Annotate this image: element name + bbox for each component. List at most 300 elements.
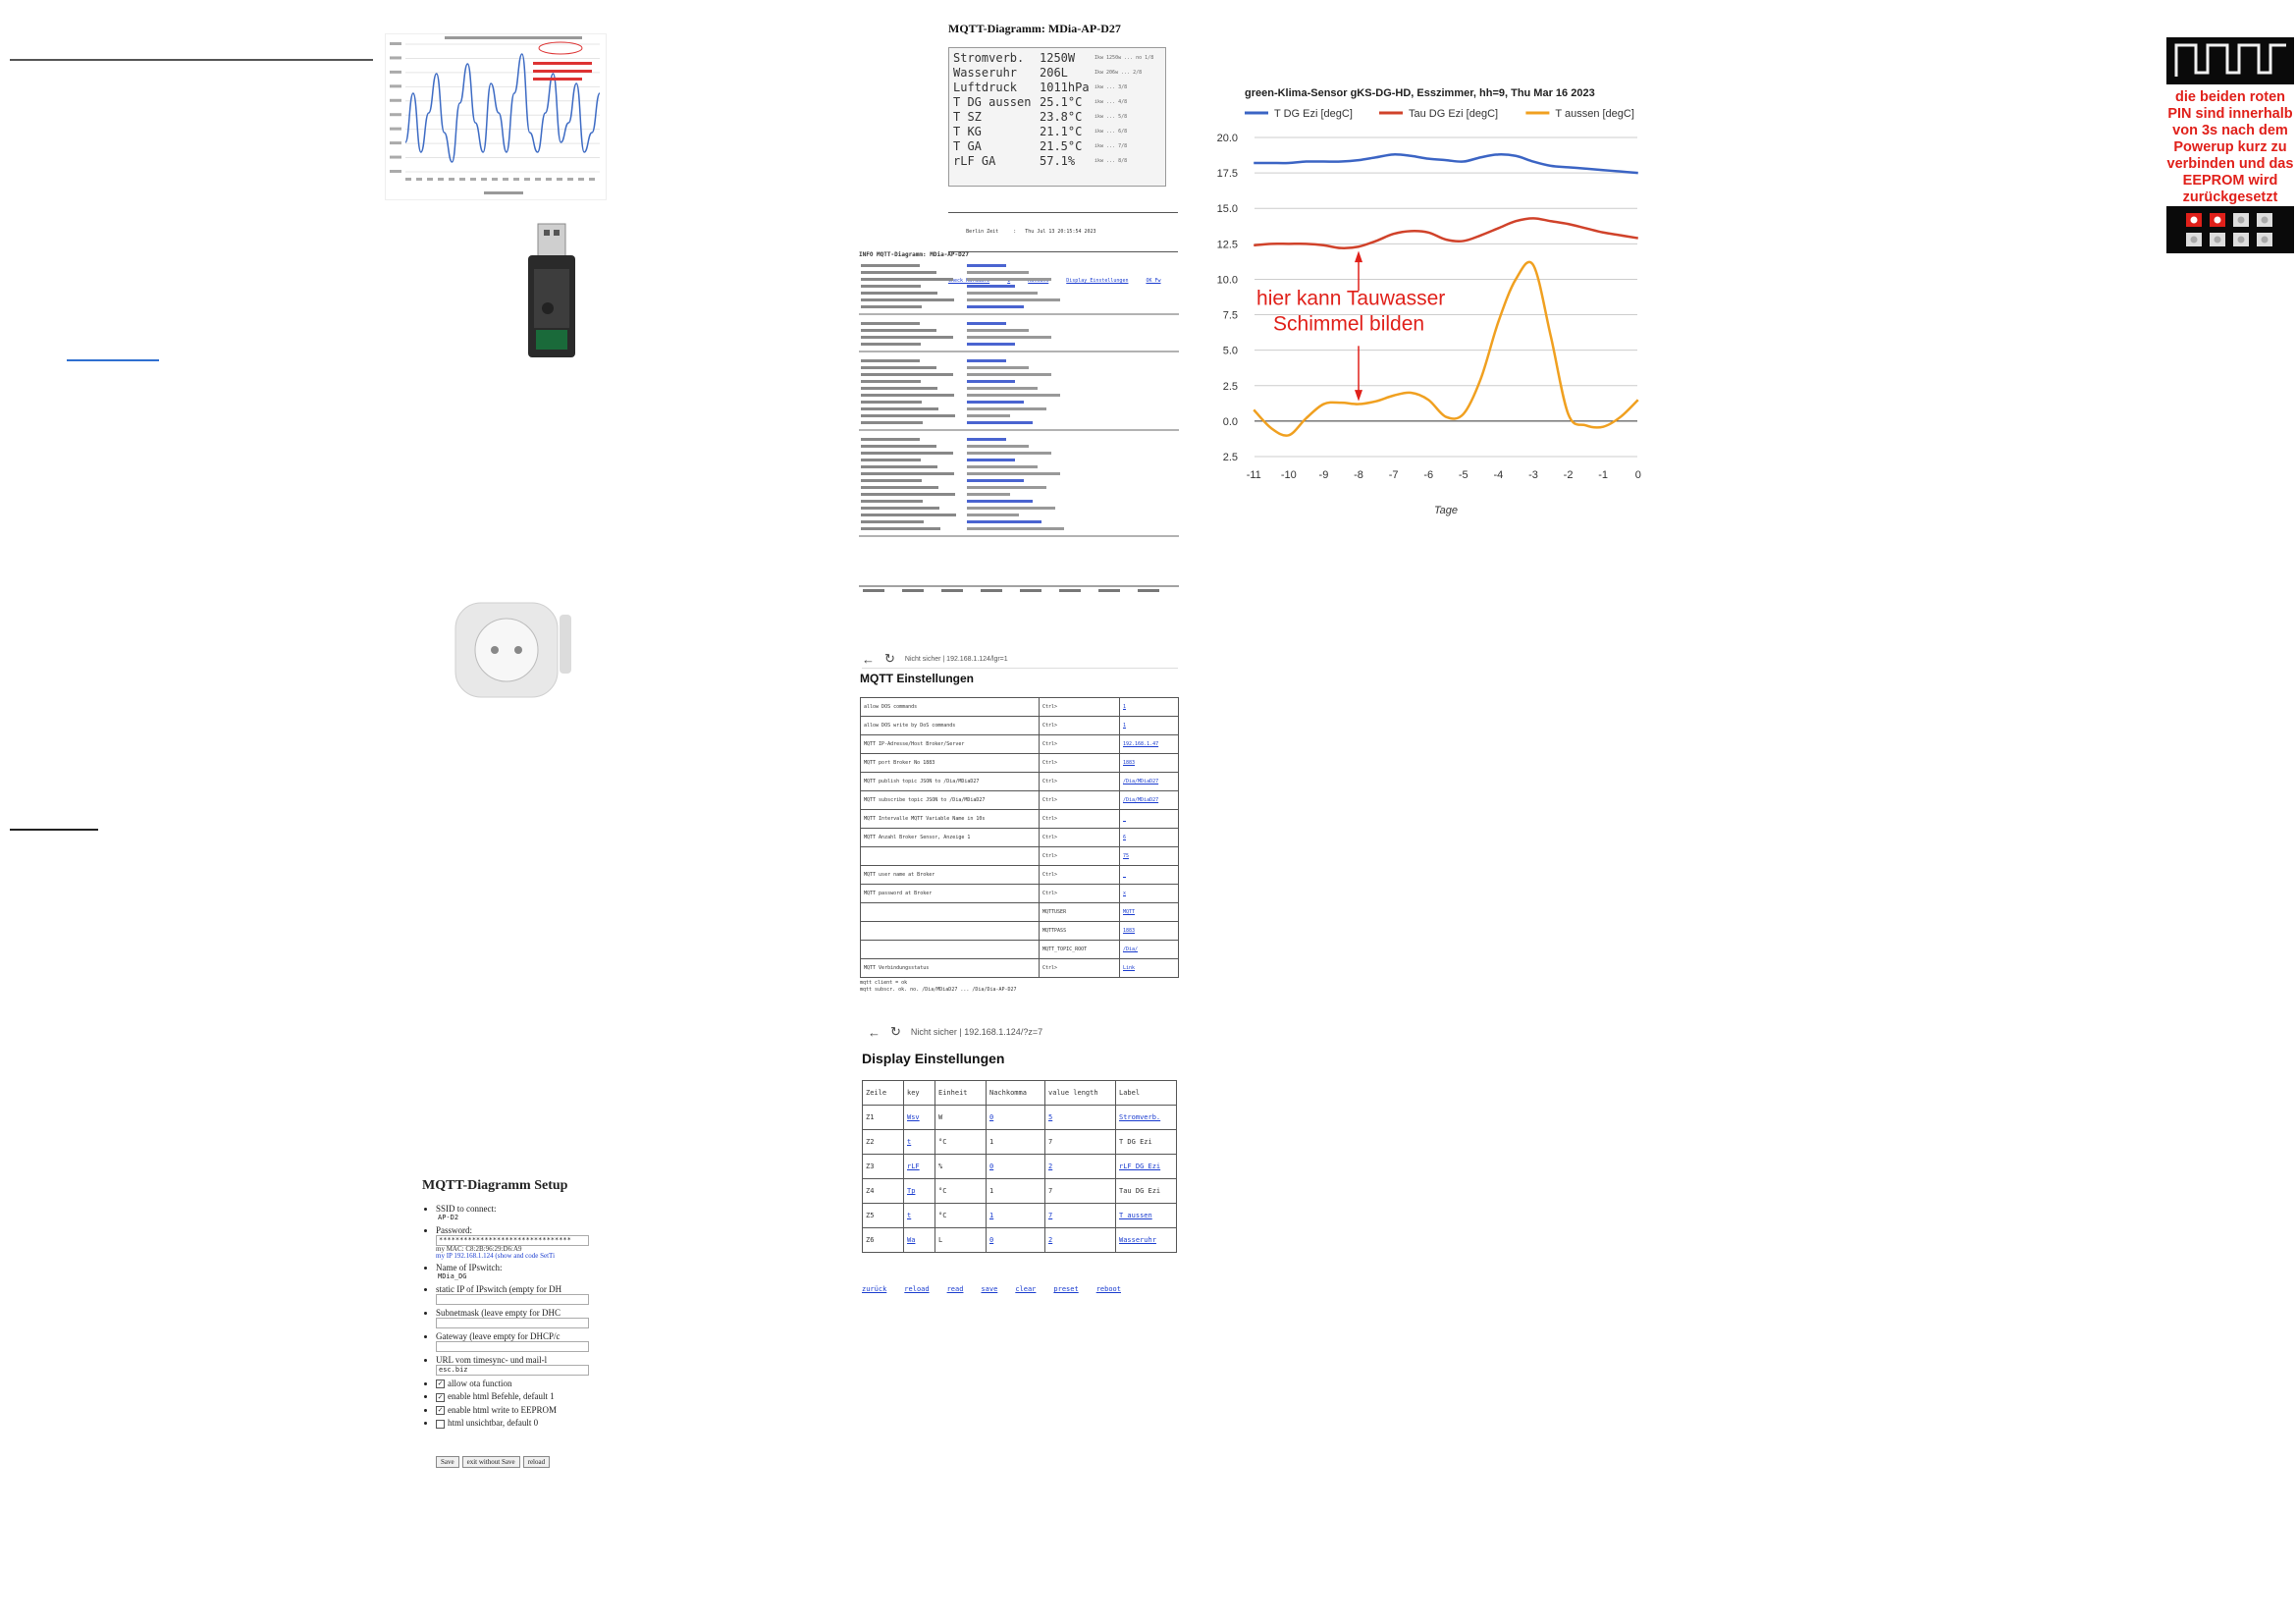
info-nav-link[interactable]: [1020, 589, 1041, 592]
display-nav-link[interactable]: reboot: [1095, 1285, 1121, 1293]
thumb-y-tick: [390, 71, 401, 74]
info-value-line: [967, 479, 1024, 482]
info-text-line: [861, 486, 938, 489]
info-text-lines: [859, 258, 1179, 592]
nav-link[interactable]: OK Fw: [1146, 278, 1161, 284]
info-text-line: [861, 285, 921, 288]
display-cell[interactable]: T DG Ezi: [1116, 1130, 1177, 1155]
setting-type: MQTTUSER: [1040, 903, 1120, 922]
info-text-line: [861, 292, 937, 295]
info-text-line: [861, 479, 922, 482]
lcd-value: 21.5°C: [1040, 138, 1083, 153]
x-axis-label: Tage: [1433, 505, 1459, 516]
info-text-line: [861, 459, 921, 461]
info-value-line: [967, 520, 1041, 523]
info-value-line: [967, 421, 1033, 424]
setting-value[interactable]: /Dia/MDiaD27: [1120, 773, 1179, 791]
static-ip-input[interactable]: [436, 1294, 589, 1305]
lcd-value: 1250W: [1040, 50, 1076, 65]
display-cell: W: [935, 1106, 987, 1130]
info-value-line: [967, 445, 1029, 448]
thumb-x-tick: [449, 178, 454, 181]
pin-hole: [2262, 237, 2269, 243]
table-row: [863, 1130, 1177, 1155]
thumb-x-tick: [405, 178, 411, 181]
reload-icon[interactable]: ↻: [890, 1024, 901, 1039]
display-cell[interactable]: 2: [1045, 1228, 1116, 1253]
info-text-line: [861, 407, 938, 410]
thumb-y-tick: [390, 84, 401, 87]
info-value-line: [967, 322, 1006, 325]
thumb-x-tick: [438, 178, 444, 181]
checkbox-item: [436, 1391, 599, 1401]
setting-label: MQTT user name at Broker: [861, 866, 1040, 885]
display-nav-link[interactable]: reload: [904, 1285, 930, 1293]
table-row: [861, 698, 1179, 717]
blue-link[interactable]: [67, 359, 159, 361]
lcd-value: 25.1°C: [1040, 94, 1083, 109]
info-nav-link[interactable]: [863, 589, 884, 592]
table-row: [863, 1155, 1177, 1179]
info-value-line: [967, 507, 1055, 510]
address-bar[interactable]: Nicht sicher | 192.168.1.124/lgr=1: [904, 655, 1008, 663]
display-cell[interactable]: rLF: [904, 1155, 935, 1179]
checkbox-label: allow ota function: [448, 1379, 512, 1388]
lcd-note: ikw ... 8/8: [1095, 157, 1128, 164]
antenna-trace-icon: [2166, 37, 2294, 84]
y-tick-label: 7.5: [1222, 309, 1238, 322]
row-id: Z4: [863, 1179, 904, 1204]
table-row: [863, 1204, 1177, 1228]
mqtt-diagram-title: MQTT-Diagramm: MDia-AP-D27: [948, 22, 1121, 35]
pin-note-line: die beiden roten: [2175, 89, 2285, 105]
setting-label: [861, 847, 1040, 866]
info-value-line: [967, 329, 1029, 332]
table-row: [861, 717, 1179, 735]
setting-type: Ctrl>: [1040, 959, 1120, 978]
setup-title: MQTT-Diagramm Setup: [422, 1178, 568, 1193]
legend-label: Tau DG Ezi [degC]: [1409, 108, 1499, 120]
pin-hole: [2191, 237, 2198, 243]
info-text-line: [861, 414, 955, 417]
lcd-note: Ikw 1250w ... no 1/8: [1095, 54, 1154, 61]
mqtt-settings-table: [860, 697, 1179, 978]
setting-label: MQTT subscribe topic JSON to /Dia/MDiaD27: [861, 791, 1040, 810]
checkbox-item: [436, 1418, 599, 1428]
table-row: [861, 941, 1179, 959]
x-tick-label: -7: [1388, 469, 1399, 481]
info-value-line: [967, 472, 1060, 475]
climate-chart-svg: [1196, 79, 1657, 530]
info-text-line: [861, 394, 954, 397]
x-tick-label: -4: [1493, 469, 1504, 481]
thumb-x-tick: [578, 178, 584, 181]
reload-icon[interactable]: ↻: [884, 651, 895, 666]
pin-hole: [2238, 237, 2245, 243]
gateway-input[interactable]: [436, 1341, 589, 1352]
info-text-line: [861, 380, 921, 383]
info-value-line: [967, 465, 1038, 468]
info-value-line: [967, 407, 1046, 410]
legend-label: T DG Ezi [degC]: [1274, 108, 1353, 120]
table-row: [861, 922, 1179, 941]
name-input[interactable]: MDia_DG: [438, 1272, 467, 1280]
nav-link[interactable]: Display Einstellungen: [1066, 278, 1129, 284]
annotation-text: Schimmel bilden: [1273, 312, 1425, 336]
lcd-label: Luftdruck: [953, 80, 1018, 94]
table-row: [861, 773, 1179, 791]
setting-value[interactable]: 1: [1120, 698, 1179, 717]
pin-note-text: [2166, 89, 2294, 206]
thumb-y-tick: [390, 128, 401, 131]
series-line: [1254, 154, 1638, 173]
setting-value[interactable]: /Dia/MDiaD27: [1120, 791, 1179, 810]
display-cell[interactable]: 1: [987, 1130, 1045, 1155]
thumb-annotation-line: [533, 70, 592, 73]
setting-label: [861, 903, 1040, 922]
info-text-line: [861, 445, 936, 448]
checkbox-label: enable html write to EEPROM: [448, 1404, 557, 1415]
display-cell[interactable]: 0: [987, 1155, 1045, 1179]
thumb-y-tick: [390, 99, 401, 102]
lcd-note: ikw ... 6/8: [1095, 128, 1128, 135]
table-row: [861, 754, 1179, 773]
thumb-x-tick: [524, 178, 530, 181]
static-ip-item: • static IP of IPswitch (empty for DH: [436, 1284, 599, 1305]
lcd-display: [948, 47, 1166, 187]
info-nav-link[interactable]: [902, 589, 924, 592]
setting-label: MQTT Anzahl Broker Sensor, Anzeige 1: [861, 829, 1040, 847]
checkbox-item: [436, 1405, 599, 1415]
setting-type: Ctrl>: [1040, 847, 1120, 866]
setting-value[interactable]: x: [1120, 885, 1179, 903]
display-cell[interactable]: 7: [1045, 1179, 1116, 1204]
column-header: key: [904, 1081, 935, 1106]
thumb-x-tick: [470, 178, 476, 181]
browser-bar-display: [868, 1023, 1178, 1041]
status-line: Berlin Zeit : Thu Jul 13 20:15:54 2023: [966, 229, 1096, 235]
info-text-line: [861, 373, 953, 376]
lcd-note: ikw ... 3/8: [1095, 83, 1128, 90]
address-bar[interactable]: Nicht sicher | 192.168.1.124/?z=7: [910, 1027, 1043, 1037]
info-text-line: [861, 507, 939, 510]
lcd-row: [953, 80, 1161, 94]
pin-note-line: zurückgesetzt: [2182, 189, 2278, 205]
small-chart: [386, 34, 606, 199]
display-nav-link[interactable]: read: [946, 1285, 964, 1293]
x-tick-label: -1: [1598, 469, 1609, 481]
checkbox[interactable]: [436, 1420, 445, 1429]
chart-title: green-Klima-Sensor gKS-DG-HD, Esszimmer, hh=9, Thu Mar 16 2023: [1245, 87, 1595, 99]
info-nav-link[interactable]: [941, 589, 963, 592]
display-cell[interactable]: 5: [1045, 1106, 1116, 1130]
display-cell[interactable]: 2: [1045, 1155, 1116, 1179]
setting-value[interactable]: 75: [1120, 847, 1179, 866]
lcd-note: ikw ... 5/8: [1095, 113, 1128, 120]
y-tick-label: 2.5: [1222, 380, 1238, 393]
mqtt-settings-table-wrap: [860, 697, 1179, 994]
info-text-line: [861, 322, 920, 325]
info-text-line: [861, 472, 954, 475]
display-cell: °C: [935, 1130, 987, 1155]
pin-note-line: verbinden und das: [2166, 156, 2294, 172]
setting-value[interactable]: 1: [1120, 717, 1179, 735]
info-value-line: [967, 414, 1010, 417]
lcd-label: T DG aussen: [953, 94, 1032, 109]
thumb-annotation-line: [533, 62, 592, 65]
setting-type: Ctrl>: [1040, 717, 1120, 735]
info-nav-link[interactable]: [1138, 589, 1159, 592]
column-header: value length: [1045, 1081, 1116, 1106]
pin-reset-note: [2166, 37, 2294, 243]
display-cell[interactable]: 7: [1045, 1130, 1116, 1155]
info-text-line: [861, 387, 937, 390]
info-screen: [859, 251, 1179, 599]
display-settings-table: [862, 1080, 1177, 1253]
display-cell[interactable]: Wsv: [904, 1106, 935, 1130]
display-nav-link[interactable]: preset: [1053, 1285, 1079, 1293]
back-icon[interactable]: ←: [868, 1024, 881, 1040]
thumb-y-tick: [390, 156, 401, 159]
setting-type: MQTTPASS: [1040, 922, 1120, 941]
display-cell[interactable]: 0: [987, 1106, 1045, 1130]
lcd-row: [953, 94, 1161, 109]
info-value-line: [967, 380, 1015, 383]
thumb-x-tick: [503, 178, 508, 181]
display-cell[interactable]: t: [904, 1204, 935, 1228]
checkbox[interactable]: ✓: [437, 1392, 444, 1401]
lcd-row: [953, 65, 1161, 80]
info-text-line: [861, 305, 922, 308]
info-nav-link[interactable]: [1059, 589, 1081, 592]
lcd-row: [953, 50, 1161, 65]
x-tick-label: -11: [1246, 469, 1261, 481]
small-chart-thumbnail: [385, 33, 607, 200]
name-item: • Name of IPswitch: MDia_DG: [436, 1263, 599, 1281]
pin-note-line: PIN sind innerhalb: [2167, 106, 2293, 122]
info-value-line: [967, 343, 1015, 346]
setup-buttons: [422, 1456, 599, 1468]
thumb-y-tick: [390, 42, 401, 45]
info-text-line: [861, 500, 923, 503]
setting-label: [861, 941, 1040, 959]
thumb-x-tick: [459, 178, 465, 181]
y-tick-label: 0.0: [1222, 415, 1238, 428]
ssid-item: • SSID to connect: AP-D2: [436, 1204, 599, 1222]
display-nav-link[interactable]: clear: [1015, 1285, 1037, 1293]
display-cell[interactable]: Wasseruhr: [1116, 1228, 1177, 1253]
ssid-input[interactable]: AP-D2: [438, 1214, 459, 1221]
top-divider: [10, 59, 373, 61]
table-row: [861, 866, 1179, 885]
setting-label: MQTT Intervalle MQTT Variable Name in 10s: [861, 810, 1040, 829]
setup-button[interactable]: Save: [436, 1456, 459, 1468]
subnet-input[interactable]: [436, 1318, 589, 1328]
pin-hole: [2215, 237, 2221, 243]
annotation-arrowhead-down: [1355, 390, 1362, 402]
lcd-label: T KG: [953, 124, 982, 138]
subnet-item: • Subnetmask (leave empty for DHC: [436, 1308, 599, 1328]
setting-value[interactable]: _: [1120, 866, 1179, 885]
mac-line: my MAC: C8:2B:96:29:D6:A9: [436, 1245, 522, 1253]
thumb-x-tick: [416, 178, 422, 181]
row-id: Z3: [863, 1155, 904, 1179]
x-tick-label: 0: [1634, 469, 1641, 481]
display-cell[interactable]: 1: [987, 1204, 1045, 1228]
display-cell: L: [935, 1228, 987, 1253]
info-value-line: [967, 285, 1015, 288]
setting-value[interactable]: 1883: [1120, 922, 1179, 941]
info-value-line: [967, 527, 1064, 530]
display-cell[interactable]: rLF DG Ezi: [1116, 1155, 1177, 1179]
info-nav-link[interactable]: [981, 589, 1002, 592]
setting-type: Ctrl>: [1040, 810, 1120, 829]
checkbox[interactable]: ✓: [437, 1406, 444, 1415]
setting-type: Ctrl>: [1040, 866, 1120, 885]
row-id: Z5: [863, 1204, 904, 1228]
password-item: • Password: ******************************** my MAC: C8:2B:96:29:D6:A9 my IP 192.168.1.124 (show and code SetTi: [436, 1225, 599, 1260]
display-cell[interactable]: 1: [987, 1179, 1045, 1204]
info-text-line: [861, 520, 924, 523]
display-settings-title: Display Einstellungen: [862, 1051, 1005, 1066]
smart-plug-image: [450, 595, 581, 705]
lcd-value: 57.1%: [1040, 153, 1076, 168]
info-value-line: [967, 500, 1033, 503]
display-nav-link[interactable]: zurück: [862, 1285, 887, 1293]
setting-type: Ctrl>: [1040, 829, 1120, 847]
setting-value[interactable]: 192.168.1.47: [1120, 735, 1179, 754]
info-text-line: [861, 493, 955, 496]
lcd-value: 21.1°C: [1040, 124, 1083, 138]
lcd-note: ikw ... 4/8: [1095, 98, 1128, 105]
usb-stick-image: [518, 220, 579, 363]
display-cell[interactable]: T aussen: [1116, 1204, 1177, 1228]
display-cell[interactable]: Tp: [904, 1179, 935, 1204]
display-cell[interactable]: Wa: [904, 1228, 935, 1253]
y-tick-label: 17.5: [1216, 168, 1238, 181]
info-value-line: [967, 336, 1051, 339]
climate-chart: [1196, 79, 1657, 530]
table-row: [861, 847, 1179, 866]
setting-type: Ctrl>: [1040, 698, 1120, 717]
x-tick-label: -3: [1528, 469, 1538, 481]
info-value-line: [967, 373, 1051, 376]
lcd-rows: [953, 50, 1161, 168]
pin-note-line: von 3s nach dem: [2172, 123, 2288, 138]
table-row: [861, 959, 1179, 978]
mqtt-settings-title: MQTT Einstellungen: [860, 672, 974, 685]
display-cell[interactable]: Stromverb.: [1116, 1106, 1177, 1130]
setting-value[interactable]: _: [1120, 810, 1179, 829]
thumb-x-label: [484, 191, 523, 194]
display-cell: °C: [935, 1179, 987, 1204]
info-value-line: [967, 271, 1029, 274]
x-tick-label: -10: [1280, 469, 1297, 481]
info-text-line: [861, 278, 953, 281]
setting-value[interactable]: Link: [1120, 959, 1179, 978]
x-tick-label: -5: [1458, 469, 1468, 481]
pin-hole: [2215, 217, 2221, 224]
info-value-line: [967, 401, 1024, 404]
column-header: Label: [1116, 1081, 1177, 1106]
nav-link[interactable]: Check: [948, 278, 964, 284]
lcd-row: [953, 138, 1161, 153]
setup-button[interactable]: exit without Save: [462, 1456, 520, 1468]
back-icon[interactable]: ←: [862, 651, 875, 667]
setting-value[interactable]: 1883: [1120, 754, 1179, 773]
y-tick-label: 15.0: [1216, 203, 1238, 216]
setting-type: Ctrl>: [1040, 885, 1120, 903]
display-cell[interactable]: 0: [987, 1228, 1045, 1253]
setting-value[interactable]: 6: [1120, 829, 1179, 847]
setting-label: [861, 922, 1040, 941]
lcd-label: Stromverb.: [953, 50, 1025, 65]
y-tick-label: 12.5: [1216, 239, 1238, 251]
y-tick-label: 5.0: [1222, 345, 1238, 357]
info-value-line: [967, 394, 1060, 397]
x-tick-label: -9: [1318, 469, 1329, 481]
info-text-line: [861, 527, 940, 530]
info-text-line: [861, 264, 920, 267]
display-cell[interactable]: Tau DG Ezi: [1116, 1179, 1177, 1204]
table-row: [861, 829, 1179, 847]
setting-value[interactable]: MQTT: [1120, 903, 1179, 922]
lcd-value: 1011hPa: [1040, 80, 1090, 94]
x-tick-label: -6: [1423, 469, 1434, 481]
lcd-label: Wasseruhr: [953, 65, 1018, 80]
thumb-x-tick: [492, 178, 498, 181]
browser-bar-mqtt: [862, 650, 1178, 669]
display-cell[interactable]: 7: [1045, 1204, 1116, 1228]
info-title: INFO MQTT-Diagramm: MDia-AP-D27: [859, 251, 969, 258]
info-text-line: [861, 438, 920, 441]
display-cell: %: [935, 1155, 987, 1179]
lcd-row: [953, 153, 1161, 168]
pin-note-line: EEPROM wird: [2182, 173, 2278, 189]
lcd-label: rLF GA: [953, 153, 996, 168]
lcd-note: ikw ... 7/8: [1095, 142, 1128, 149]
url-input[interactable]: esc.biz: [436, 1365, 589, 1376]
setup-button[interactable]: reload: [523, 1456, 551, 1468]
setting-label: allow DOS commands: [861, 698, 1040, 717]
pin-hole: [2238, 217, 2245, 224]
section-divider: [10, 829, 98, 831]
ip-line[interactable]: my IP 192.168.1.124 (show and code SetTi: [436, 1252, 556, 1260]
info-text-line: [861, 465, 937, 468]
info-value-line: [967, 305, 1024, 308]
display-nav: [862, 1286, 1121, 1293]
info-value-line: [967, 459, 1015, 461]
checkbox[interactable]: ✓: [437, 1380, 444, 1388]
gateway-item: • Gateway (leave empty for DHCP/c: [436, 1331, 599, 1352]
thumb-annotation-line: [533, 78, 582, 81]
info-nav-link[interactable]: [1098, 589, 1120, 592]
table-row: [861, 735, 1179, 754]
info-text-line: [861, 366, 936, 369]
table-row: [863, 1179, 1177, 1204]
setting-label: MQTT port Broker No 1883: [861, 754, 1040, 773]
setup-checks: [422, 1379, 599, 1429]
setting-value[interactable]: /Dia/: [1120, 941, 1179, 959]
display-cell[interactable]: t: [904, 1130, 935, 1155]
display-nav-link[interactable]: save: [981, 1285, 998, 1293]
setting-label: MQTT IP-Adresse/Host Broker/Server: [861, 735, 1040, 754]
password-input[interactable]: ********************************: [436, 1235, 589, 1246]
info-text-line: [861, 271, 936, 274]
info-text-line: [861, 298, 954, 301]
row-id: Z6: [863, 1228, 904, 1253]
column-header: Nachkomma: [987, 1081, 1045, 1106]
